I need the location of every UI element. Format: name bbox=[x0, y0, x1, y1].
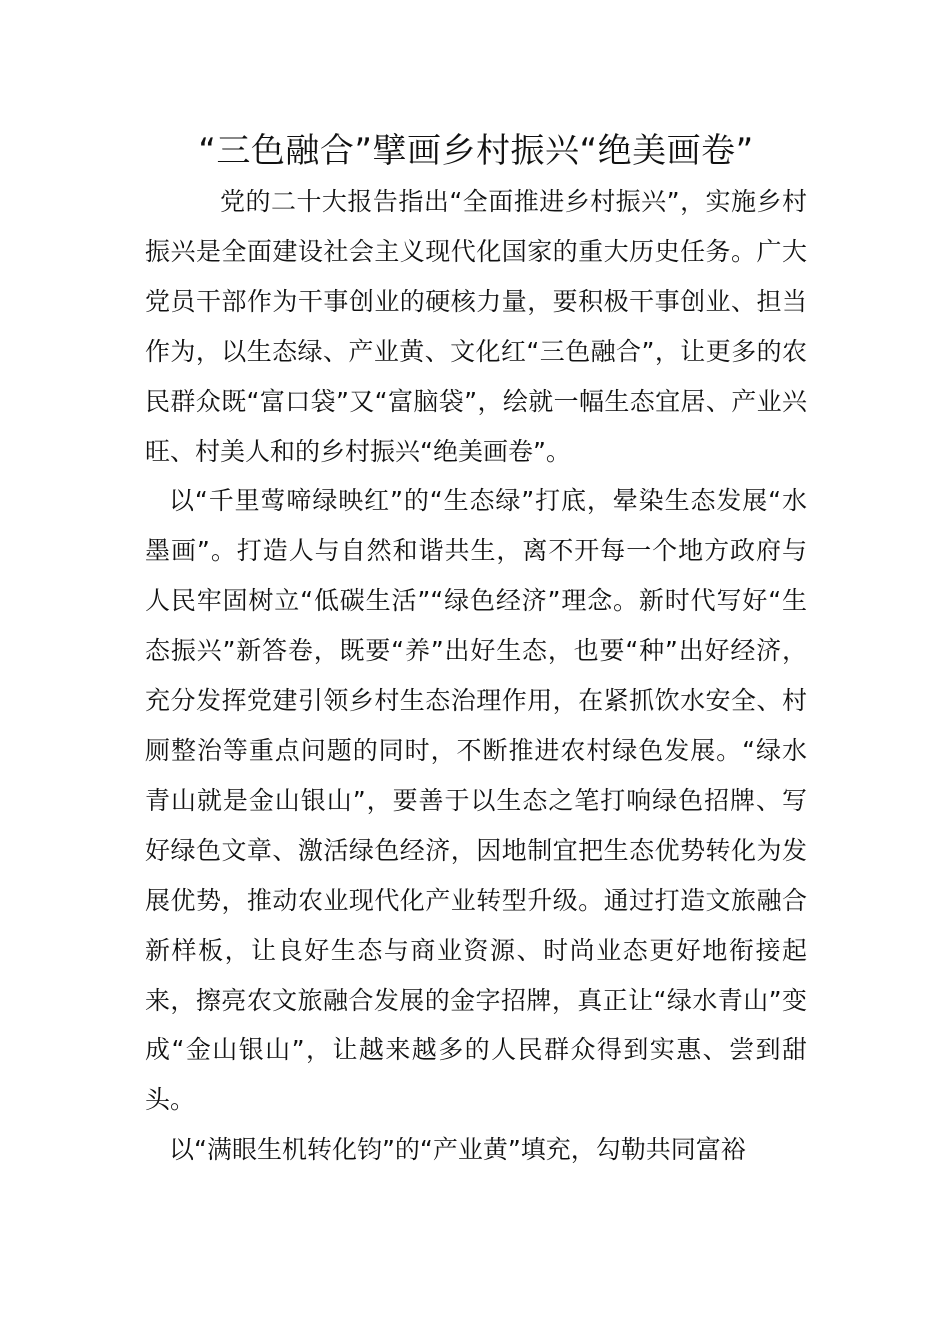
paragraph-ecology-green: 以“千里莺啼绿映红”的“生态绿”打底，晕染生态发展“水墨画”。打造人与自然和谐共生，离不开每一个地方政府与人民牢固树立“低碳生活”“绿色经济”理念。新时代写好“生态振兴”新答卷，既要“养”出好生态，也要“种”出好经济，充分发挥党建引领乡村生态治理作用，在紧抓饮水安全、村厕整治等重点问题的同时，不断推进农村绿色发展。“绿水青山就是金山银山”，要善于以生态之笔打响绿色招牌、写好绿色文章、激活绿色经济，因地制宜把生态优势转化为发展优势，推动农业现代化产业转型升级。通过打造文旅融合新样板，让良好生态与商业资源、时尚业态更好地衔接起来，擦亮农文旅融合发展的金字招牌，真正让“绿水青山”变成“金山银山”，让越来越多的人民群众得到实惠、尝到甜头。 bbox=[145, 486, 807, 1115]
paragraph-industry-yellow: 以“满眼生机转化钧”的“产业黄”填充，勾勒共同富裕 bbox=[169, 1135, 746, 1165]
document-body bbox=[145, 177, 807, 1175]
document-title: “三色融合”擘画乡村振兴“绝美画卷” bbox=[198, 131, 754, 171]
paragraph-intro: 党的二十大报告指出“全面推进乡村振兴”，实施乡村振兴是全面建设社会主义现代化国家的重大历史任务。广大党员干部作为干事创业的硬核力量，要积极干事创业、担当作为，以生态绿、产业黄、文化红“三色融合”，让更多的农民群众既“富口袋”又“富脑袋”，绘就一幅生态宜居、产业兴旺、村美人和的乡村振兴“绝美画卷”。 bbox=[145, 187, 807, 466]
